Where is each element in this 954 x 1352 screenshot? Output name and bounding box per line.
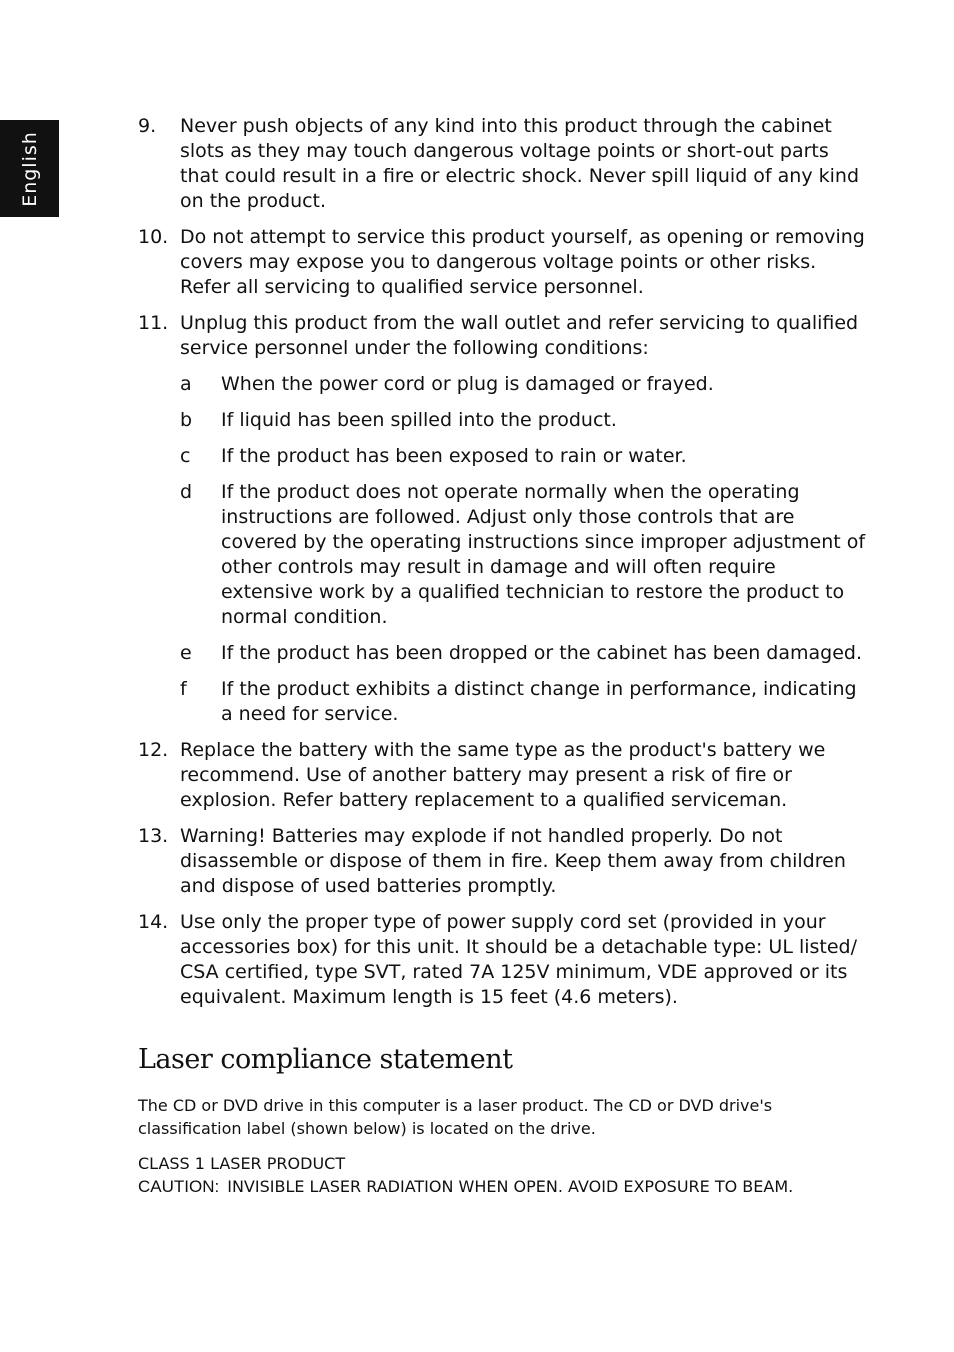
item-number: 9. — [138, 115, 157, 137]
item-number: 12. — [138, 739, 169, 761]
item-text: Unplug this product from the wall outlet and refer servicing to qualified service personnel under the following conditions: — [180, 312, 859, 359]
sub-item-text: If the product has been dropped or the cabinet has been damaged. — [221, 642, 862, 664]
section-heading: Laser compliance statement — [138, 1044, 513, 1075]
item-text: Do not attempt to service this product yourself, as opening or removing covers may expose you to dangerous voltage points or other risks. Refer all servicing to qualified service personnel. — [180, 226, 865, 298]
language-tab-label: English — [18, 130, 41, 207]
list-item — [138, 225, 870, 300]
caution-label: CAUTION: — [138, 1177, 220, 1196]
sub-item-text: When the power cord or plug is damaged or frayed. — [221, 373, 714, 395]
item-number: 11. — [138, 312, 169, 334]
sub-item-text: If the product has been exposed to rain or water. — [221, 445, 687, 467]
list-item — [138, 910, 870, 1010]
list-item — [138, 311, 870, 727]
item-number: 10. — [138, 226, 169, 248]
sub-list-item — [180, 480, 870, 630]
list-item — [138, 738, 870, 813]
sub-list-item — [180, 444, 870, 469]
sub-item-letter: a — [180, 373, 192, 395]
sub-item-text: If the product exhibits a distinct change in performance, indicating a need for service. — [221, 678, 857, 725]
sub-list-item — [180, 372, 870, 397]
item-text: Warning! Batteries may explode if not handled properly. Do not disassemble or dispose of them in fire. Keep them away from children and dispose of used batteries promptly. — [180, 825, 846, 897]
sub-list-item — [180, 641, 870, 666]
item-number: 14. — [138, 911, 169, 933]
laser-paragraph: The CD or DVD drive in this computer is a laser product. The CD or DVD drive's classification label (shown below) is located on the drive. — [138, 1096, 773, 1138]
sub-item-letter: f — [180, 678, 187, 700]
item-text: Never push objects of any kind into this product through the cabinet slots as they may touch dangerous voltage points or short-out parts that could result in a fire or electric shock. Never spill liquid of any kind on the product. — [180, 115, 860, 212]
laser-class-line: CLASS 1 LASER PRODUCT — [138, 1154, 346, 1173]
item-number: 13. — [138, 825, 169, 847]
list-item — [138, 824, 870, 899]
sub-item-letter: d — [180, 481, 193, 503]
language-tab — [0, 120, 59, 217]
item-text: Replace the battery with the same type as the product's battery we recommend. Use of another battery may present a risk of fire or explosion. Refer battery replacement to a qualified serviceman. — [180, 739, 826, 811]
caution-line — [138, 1175, 870, 1198]
list-item — [138, 114, 870, 214]
sub-item-text: If the product does not operate normally when the operating instructions are followed. Adjust only those controls that are covered by the operating instructions since improper adjustment of other controls may result in damage and will often require extensive work by a qualified technician to restore the product to normal condition. — [221, 481, 866, 628]
sub-item-letter: c — [180, 445, 191, 467]
sub-list-item — [180, 408, 870, 433]
sub-item-letter: e — [180, 642, 192, 664]
page-content — [138, 114, 870, 1198]
sub-item-text: If liquid has been spilled into the product. — [221, 409, 617, 431]
item-text: Use only the proper type of power supply cord set (provided in your accessories box) for this unit. It should be a detachable type: UL listed/ CSA certified, type SVT, rated 7A 125V minimum, VDE approved or its equivalent. Maximum length is 15 feet (4.6 meters). — [180, 911, 857, 1008]
sub-list-item — [180, 677, 870, 727]
caution-text: INVISIBLE LASER RADIATION WHEN OPEN. AVOID EXPOSURE TO BEAM. — [227, 1177, 794, 1196]
sub-item-letter: b — [180, 409, 193, 431]
